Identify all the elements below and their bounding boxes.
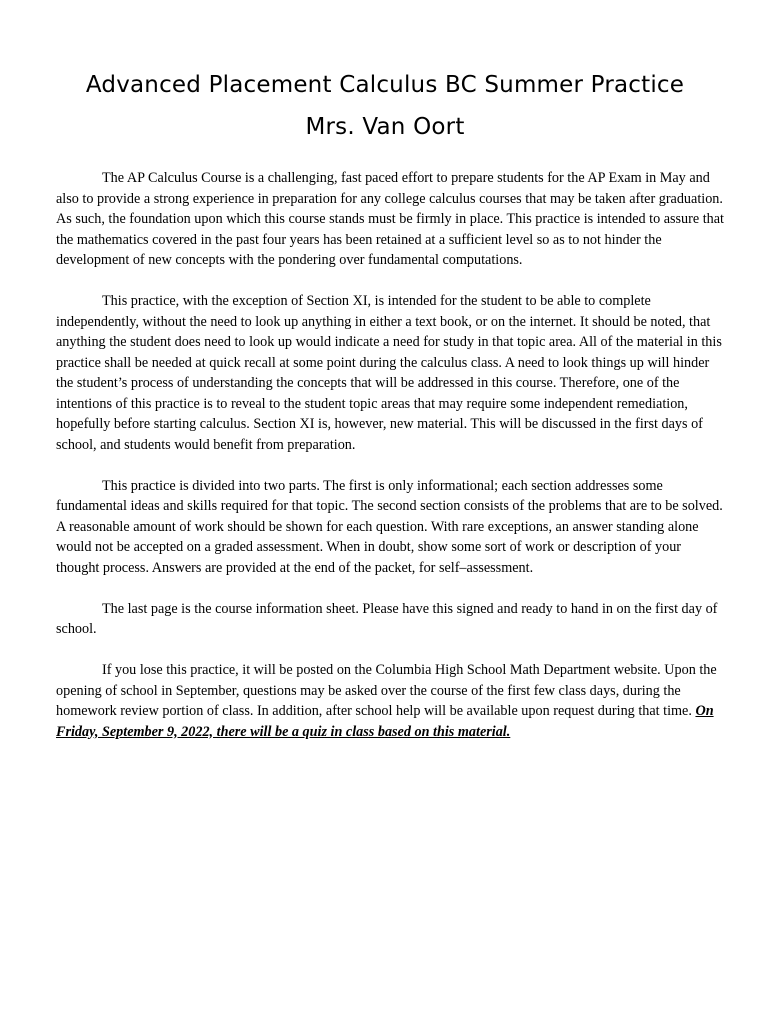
- quiz-notice: On Friday, September 9, 2022, there will be a quiz in class based on this material.: [56, 703, 714, 740]
- teacher-name: Mrs. Van Oort: [305, 114, 465, 140]
- paragraph-independence: This practice, with the exception of Section XI, is intended for the student to be able to complete independently, without the need to look up anything in either a text book, or on the internet. It should be noted, that anything the student does need to look up would indicate a need for study in that topic area. All of the material in this practice shall be needed at quick recall at some point during the calculus class. A need to look things up will hinder the student’s process of understanding the concepts that will be addressed in this course. Therefore, one of the intentions of this practice is to reveal to the student topic areas that may require some independent remediation, hopefully before starting calculus. Section XI is, however, new material. This will be discussed in the first days of school, and students would benefit from preparation.: [56, 293, 722, 453]
- paragraph-intro: The AP Calculus Course is a challenging, fast paced effort to prepare students for the AP Exam in May and also to provide a strong experience in preparation for any college calculus courses that may be taken after graduation. As such, the foundation upon which this course stands must be firmly in place. This practice is intended to assure that the mathematics covered in the past four years has been retained at a sufficient level so as to not hinder the development of new concepts with the pondering over fundamental computations.: [56, 170, 724, 268]
- paragraph-website-text: If you lose this practice, it will be posted on the Columbia High School Math Department website. Upon the opening of school in September, questions may be asked over the course of the first few class days, during the homework review portion of class. In addition, after school help will be available upon request during that time.: [56, 662, 717, 719]
- document-title: Advanced Placement Calculus BC Summer Practice: [85, 72, 685, 98]
- paragraph-info-sheet: The last page is the course information sheet. Please have this signed and ready to hand in on the first day of school.: [56, 600, 718, 637]
- paragraph-website: [56, 660, 724, 742]
- paragraph-structure: This practice is divided into two parts. The first is only informational; each section addresses some fundamental ideas and skills required for that topic. The second section consists of the problems that are to be solved. A reasonable amount of work should be shown for each question. With rare exceptions, an answer standing alone would not be accepted on a graded assessment. When in doubt, show some sort of work or description of your thought process. Answers are provided at the end of the packet, for self–assessment.: [56, 477, 723, 576]
- document-body: [56, 168, 724, 763]
